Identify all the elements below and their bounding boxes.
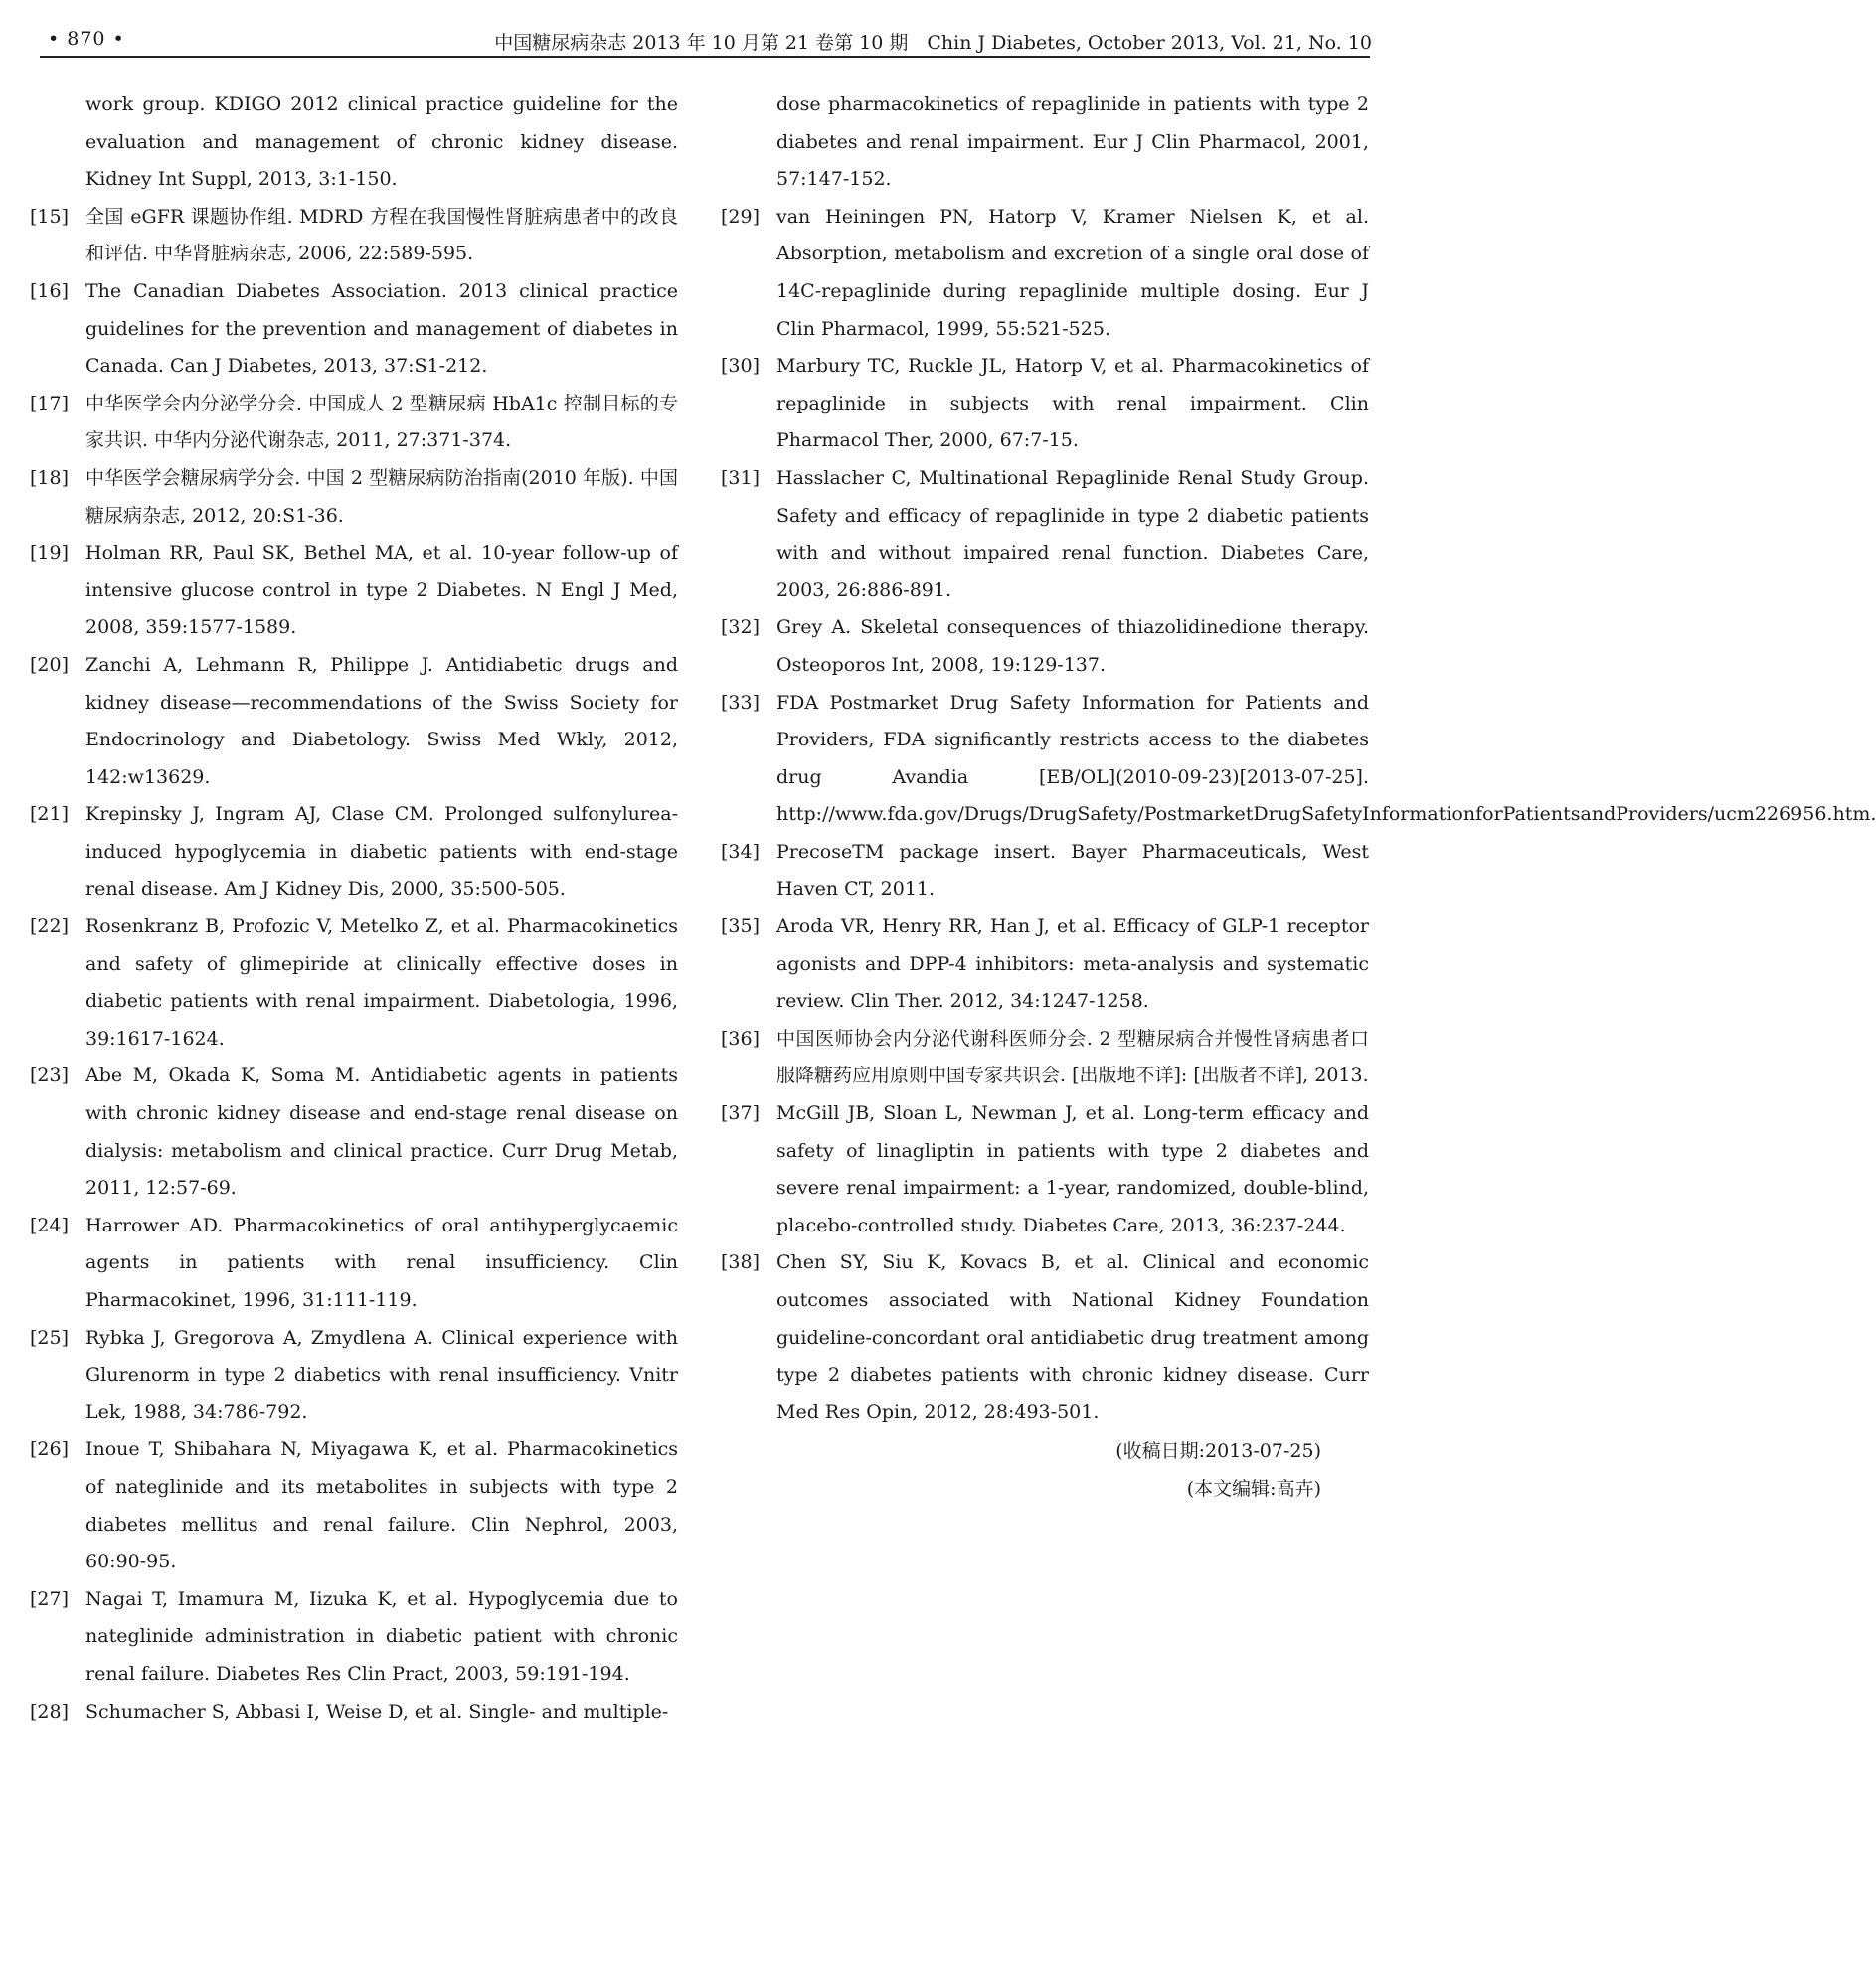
reference-number: [16] [30,279,70,302]
reference-number: [22] [30,915,70,938]
left-column [30,86,678,1730]
reference-text: The Canadian Diabetes Association. 2013 clinical practice guidelines for the prevention and management of diabetes in Canada. Can J Diabetes, 2013, 37:S1-212. [85,279,678,378]
reference-text: Chen SY, Siu K, Kovacs B, et al. Clinical and economic outcomes associated with National Kidney Foundation guideline-concordant oral antidiabetic drug treatment among type 2 diabetes patients with chronic kidney disease. Curr Med Res Opin, 2012, 28:493-501. [776,1251,1369,1423]
header-rule [40,56,1370,58]
reference-number: [19] [30,542,70,565]
reference-text: Nagai T, Imamura M, Iizuka K, et al. Hypoglycemia due to nateglinide administration in diabetic patient with chronic renal failure. Diabetes Res Clin Pract, 2003, 59:191-194. [85,1587,678,1685]
reference-number: [27] [30,1587,70,1610]
reference-text: Abe M, Okada K, Soma M. Antidiabetic agents in patients with chronic kidney disease and end-stage renal disease on dialysis: metabolism and clinical practice. Curr Drug Metab, 2011, 12:57-69. [85,1065,678,1200]
reference-number: [18] [30,466,70,489]
reference-text: Rosenkranz B, Profozic V, Metelko Z, et al. Pharmacokinetics and safety of glimepiride at clinically effective doses in diabetic patients with renal impairment. Diabetologia, 1996, 39:1617-1624. [85,915,678,1050]
reference-number: [36] [721,1027,761,1050]
reference-text: PrecoseTM package insert. Bayer Pharmaceuticals, West Haven CT, 2011. [776,840,1369,901]
reference-text: Hasslacher C, Multinational Repaglinide Renal Study Group. Safety and efficacy of repaglinide in type 2 diabetic patients with and without impaired renal function. Diabetes Care, 2003, 26:886-891. [776,466,1369,601]
reference-text: Holman RR, Paul SK, Bethel MA, et al. 10-year follow-up of intensive glucose control in type 2 Diabetes. N Engl J Med, 2008, 359:1577-1589. [85,542,678,639]
reference-text: van Heiningen PN, Hatorp V, Kramer Nielsen K, et al. Absorption, metabolism and excretion of a single oral dose of 14C-repaglinide during repaglinide multiple dosing. Eur J Clin Pharmacol, 1999, 55:521-525. [776,205,1369,340]
reference-text: Zanchi A, Lehmann R, Philippe J. Antidiabetic drugs and kidney disease—recommendations of the Swiss Society for Endocrinology and Diabetology. Swiss Med Wkly, 2012, 142:w13629. [85,653,678,788]
reference-continuation: work group. KDIGO 2012 clinical practice guideline for the evaluation and management of chronic kidney disease. Kidney Int Suppl, 2013, 3:1-150. [85,93,678,191]
reference-item [30,1320,678,1432]
reference-number: [34] [721,840,761,863]
reference-number: [20] [30,653,70,676]
reference-text: Aroda VR, Henry RR, Han J, et al. Efficacy of GLP-1 receptor agonists and DPP-4 inhibitors: meta-analysis and systematic review. Clin Ther. 2012, 34:1247-1258. [776,915,1369,1013]
reference-text: 中国医师协会内分泌代谢科医师分会. 2 型糖尿病合并慢性肾病患者口服降糖药应用原则中国专家共识会. [出版地不详]: [出版者不详], 2013. [776,1027,1369,1087]
reference-item [721,834,1369,908]
reference-item [30,1208,678,1320]
reference-text: 全国 eGFR 课题协作组. MDRD 方程在我国慢性肾脏病患者中的改良和评估. 中华肾脏病杂志, 2006, 22:589-595. [85,205,678,265]
reference-item [30,386,678,460]
reference-item [30,1694,678,1731]
reference-item [30,1431,678,1580]
reference-item [30,535,678,647]
reference-number: [28] [30,1700,70,1723]
reference-text: FDA Postmarket Drug Safety Information for Patients and Providers, FDA significantly restricts access to the diabetes drug Avandia [EB/OL](2010-09-23)[2013-07-25]. http://www.fda.gov/Drugs/DrugSafety/PostmarketDrugSafetyInformationforPatientsandProviders/ucm226956.htm. [776,691,1876,826]
reference-item [30,1581,678,1694]
reference-item [30,1058,678,1207]
reference-number: [32] [721,616,761,639]
reference-item [721,1021,1369,1095]
received-date: (收稿日期:2013-07-25) [1115,1440,1321,1463]
reference-number: [25] [30,1326,70,1349]
reference-number: [37] [721,1102,761,1125]
reference-text: Marbury TC, Ruckle JL, Hatorp V, et al. Pharmacokinetics of repaglinide in subjects with renal impairment. Clin Pharmacol Ther, 2000, 67:7-15. [776,355,1369,452]
reference-text: Harrower AD. Pharmacokinetics of oral antihyperglycaemic agents in patients with renal insufficiency. Clin Pharmacokinet, 1996, 31:111-119. [85,1214,678,1311]
reference-number: [38] [721,1251,761,1274]
reference-number: [15] [30,205,70,228]
reference-item [30,199,678,273]
reference-text: Schumacher S, Abbasi I, Weise D, et al. Single- and multiple- [85,1700,669,1723]
reference-number: [17] [30,392,70,414]
journal-citation: 中国糖尿病杂志 2013 年 10 月第 21 卷第 10 期 Chin J Diabetes, October 2013, Vol. 21, No. 10 [494,32,1372,54]
reference-item [30,908,678,1058]
reference-number: [29] [721,205,761,228]
right-column [721,86,1876,1509]
reference-text: Inoue T, Shibahara N, Miyagawa K, et al. Pharmacokinetics of nateglinide and its metabolites in subjects with type 2 diabetes mellitus and renal failure. Clin Nephrol, 2003, 60:90-95. [85,1438,678,1573]
reference-number: [23] [30,1065,70,1087]
reference-list-right [721,199,1876,1432]
reference-item [721,609,1369,684]
reference-item [721,685,1876,834]
reference-text: 中华医学会糖尿病学分会. 中国 2 型糖尿病防治指南(2010 年版). 中国糖尿病杂志, 2012, 20:S1-36. [85,466,678,527]
reference-number: [26] [30,1438,70,1461]
running-header [40,26,1372,56]
reference-item [30,273,678,386]
reference-number: [30] [721,355,761,378]
reference-text: Grey A. Skeletal consequences of thiazolidinedione therapy. Osteoporos Int, 2008, 19:129-137. [776,616,1369,676]
reference-text: McGill JB, Sloan L, Newman J, et al. Long-term efficacy and safety of linagliptin in patients with type 2 diabetes and severe renal impairment: a 1-year, randomized, double-blind, placebo-controlled study. Diabetes Care, 2013, 36:237-244. [776,1102,1369,1236]
page-number: • 870 • [48,28,125,50]
reference-continuation: dose pharmacokinetics of repaglinide in patients with type 2 diabetes and renal impairment. Eur J Clin Pharmacol, 2001, 57:147-152. [776,93,1369,191]
reference-item [30,796,678,908]
reference-item [721,1095,1369,1244]
reference-item [721,908,1369,1021]
reference-number: [24] [30,1214,70,1236]
reference-text: Krepinsky J, Ingram AJ, Clase CM. Prolonged sulfonylurea-induced hypoglycemia in diabetic patients with end-stage renal disease. Am J Kidney Dis, 2000, 35:500-505. [85,803,678,901]
reference-item [30,647,678,796]
reference-item [721,460,1369,609]
reference-item [721,348,1369,460]
reference-number: [33] [721,691,761,714]
editor-credit: (本文编辑:高卉) [1186,1477,1321,1500]
reference-number: [31] [721,466,761,489]
reference-item [721,1244,1369,1431]
reference-item [30,460,678,535]
reference-text: Rybka J, Gregorova A, Zmydlena A. Clinical experience with Glurenorm in type 2 diabetics with renal insufficiency. Vnitr Lek, 1988, 34:786-792. [85,1326,678,1423]
reference-number: [35] [721,915,761,938]
reference-number: [21] [30,803,70,826]
reference-text: 中华医学会内分泌学分会. 中国成人 2 型糖尿病 HbA1c 控制目标的专家共识. 中华内分泌代谢杂志, 2011, 27:371-374. [85,392,678,452]
reference-list-left [30,199,678,1730]
reference-item [721,199,1369,348]
